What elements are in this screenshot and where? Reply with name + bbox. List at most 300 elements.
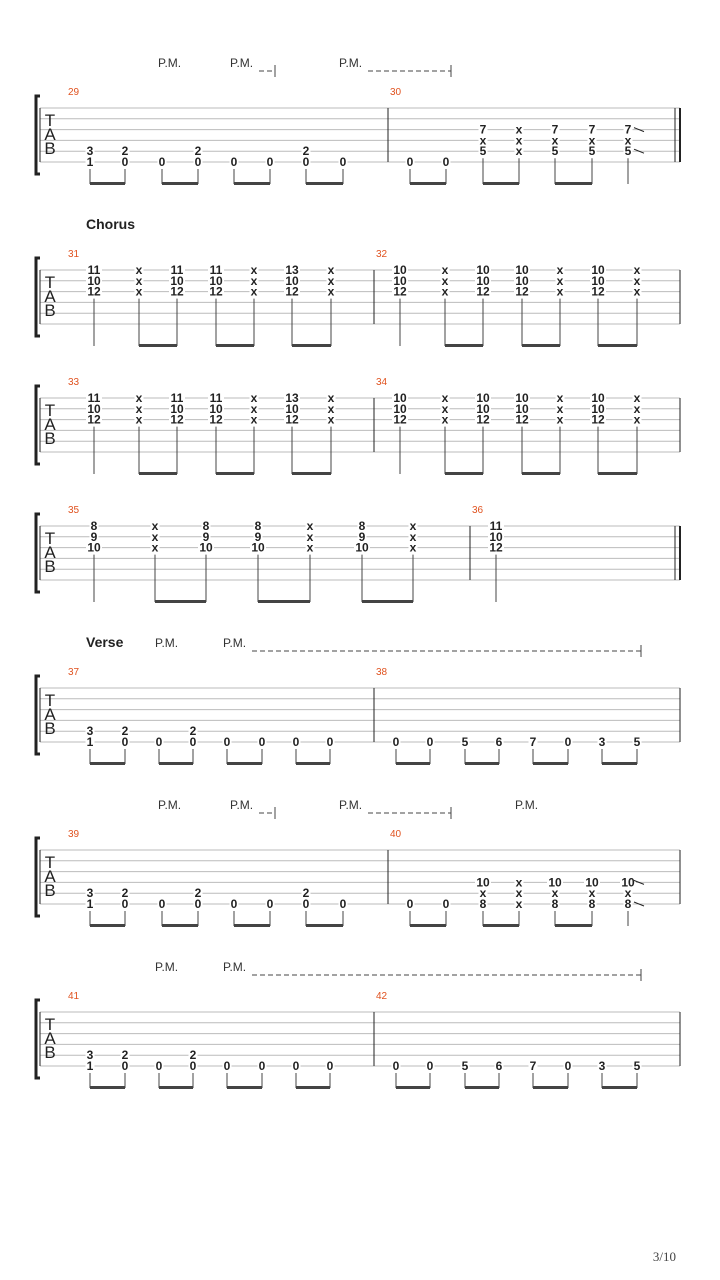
fret-number: x bbox=[151, 519, 159, 533]
fret-number: 12 bbox=[170, 284, 184, 299]
fret-number: 10 bbox=[591, 273, 605, 288]
fret-number: 10 bbox=[489, 529, 503, 544]
fret-number: x bbox=[441, 391, 449, 405]
fret-number: x bbox=[624, 886, 632, 901]
beam bbox=[162, 182, 198, 185]
fret-number: 2 bbox=[194, 886, 202, 901]
fret-number: x bbox=[151, 540, 159, 555]
fret-number: 0 bbox=[392, 735, 400, 749]
fret-number: 7 bbox=[588, 122, 596, 137]
fret-number: 0 bbox=[326, 735, 334, 749]
fret-number: 1 bbox=[86, 897, 94, 911]
fret-number: 5 bbox=[633, 735, 641, 749]
fret-number: 6 bbox=[495, 1059, 503, 1073]
fret-number: 10 bbox=[87, 401, 101, 416]
measure-number: 31 bbox=[68, 249, 80, 260]
tab-clef-letter: B bbox=[44, 139, 56, 158]
beam bbox=[465, 762, 499, 765]
fret-number: 9 bbox=[254, 529, 262, 544]
fret-number: x bbox=[633, 263, 641, 277]
tab-clef-letter: T bbox=[44, 529, 56, 548]
beam bbox=[139, 344, 177, 347]
tab-system bbox=[36, 807, 680, 927]
fret-number: 10 bbox=[476, 875, 490, 890]
fret-number: 10 bbox=[355, 540, 369, 555]
fret-number: x bbox=[551, 133, 559, 148]
fret-number: 2 bbox=[302, 144, 310, 159]
page-number: 3/10 bbox=[652, 1249, 676, 1264]
fret-number: 10 bbox=[199, 540, 213, 555]
tab-clef-letter: B bbox=[44, 719, 56, 738]
fret-number: 0 bbox=[230, 155, 238, 169]
fret-number: 12 bbox=[209, 412, 223, 427]
beam bbox=[227, 762, 262, 765]
fret-number: 0 bbox=[564, 1059, 572, 1073]
beam bbox=[296, 762, 330, 765]
fret-number: 11 bbox=[170, 391, 184, 405]
fret-number: 3 bbox=[598, 735, 606, 749]
tab-clef-letter: T bbox=[44, 691, 56, 710]
beam bbox=[227, 1086, 262, 1089]
fret-number: x bbox=[306, 529, 314, 544]
tab-system bbox=[36, 969, 680, 1089]
fret-number: x bbox=[151, 529, 159, 544]
fret-number: 10 bbox=[393, 391, 407, 405]
fret-number: 10 bbox=[476, 273, 490, 288]
fret-number: x bbox=[556, 284, 564, 299]
section-label: Chorus bbox=[86, 216, 135, 232]
fret-number: x bbox=[327, 391, 335, 405]
fret-number: x bbox=[441, 412, 449, 427]
fret-number: x bbox=[556, 412, 564, 427]
system-bracket bbox=[36, 96, 40, 174]
fret-number: 12 bbox=[476, 284, 490, 299]
fret-number: 10 bbox=[393, 401, 407, 416]
fret-number: 2 bbox=[121, 886, 129, 901]
fret-number: 0 bbox=[155, 1059, 163, 1073]
measure-number: 36 bbox=[472, 505, 484, 516]
beam bbox=[410, 182, 446, 185]
fret-number: x bbox=[479, 886, 487, 901]
beam bbox=[306, 924, 343, 927]
fret-number: x bbox=[306, 540, 314, 555]
fret-number: 2 bbox=[189, 1048, 197, 1063]
palm-mute-label: P.M. bbox=[158, 56, 182, 70]
beam bbox=[602, 762, 637, 765]
fret-number: x bbox=[327, 401, 335, 416]
fret-number: 12 bbox=[515, 284, 529, 299]
beam bbox=[533, 1086, 568, 1089]
beam bbox=[90, 762, 125, 765]
fret-number: 7 bbox=[529, 1059, 537, 1073]
fret-number: 1 bbox=[86, 735, 94, 749]
fret-number: 6 bbox=[495, 735, 503, 749]
tab-system bbox=[36, 645, 680, 765]
fret-number: 0 bbox=[266, 155, 274, 169]
fret-number: x bbox=[515, 133, 523, 148]
fret-number: x bbox=[556, 273, 564, 288]
beam bbox=[162, 924, 198, 927]
fret-number: 10 bbox=[209, 401, 223, 416]
measure-number: 41 bbox=[68, 991, 80, 1002]
tab-clef-letter: B bbox=[44, 301, 56, 320]
fret-number: 2 bbox=[194, 144, 202, 159]
fret-number: x bbox=[633, 401, 641, 416]
fret-number: 0 bbox=[223, 735, 231, 749]
fret-number: x bbox=[515, 897, 523, 911]
measure-number: 42 bbox=[376, 991, 388, 1002]
fret-number: 0 bbox=[426, 735, 434, 749]
beam bbox=[159, 762, 193, 765]
beam bbox=[296, 1086, 330, 1089]
beam bbox=[533, 762, 568, 765]
fret-number: 8 bbox=[358, 519, 366, 533]
fret-number: x bbox=[441, 284, 449, 299]
beam bbox=[396, 1086, 430, 1089]
fret-number: x bbox=[515, 886, 523, 901]
tab-clef-letter: T bbox=[44, 273, 56, 292]
fret-number: 10 bbox=[251, 540, 265, 555]
fret-number: x bbox=[556, 391, 564, 405]
beam bbox=[598, 344, 637, 347]
fret-number: 12 bbox=[87, 284, 101, 299]
palm-mute-label: P.M. bbox=[223, 960, 247, 974]
fret-number: 10 bbox=[548, 875, 562, 890]
fret-number: 2 bbox=[121, 724, 129, 739]
tab-clef-letter: A bbox=[44, 415, 56, 434]
fret-number: 3 bbox=[598, 1059, 606, 1073]
fret-number: 3 bbox=[86, 724, 94, 739]
fret-number: 10 bbox=[476, 263, 490, 277]
fret-number: 10 bbox=[515, 401, 529, 416]
beam bbox=[445, 472, 483, 475]
fret-number: x bbox=[250, 263, 258, 277]
fret-number: 0 bbox=[258, 735, 266, 749]
fret-number: 10 bbox=[621, 875, 635, 890]
fret-number: 8 bbox=[588, 897, 596, 911]
fret-number: 11 bbox=[209, 263, 223, 277]
fret-number: 0 bbox=[158, 155, 166, 169]
fret-number: 0 bbox=[223, 1059, 231, 1073]
fret-number: x bbox=[633, 391, 641, 405]
fret-number: 9 bbox=[202, 529, 210, 544]
fret-number: x bbox=[551, 886, 559, 901]
fret-number: 10 bbox=[285, 273, 299, 288]
fret-number: 0 bbox=[442, 897, 450, 911]
beam bbox=[216, 472, 254, 475]
fret-number: x bbox=[515, 144, 523, 159]
fret-number: x bbox=[135, 401, 143, 416]
fret-number: 9 bbox=[358, 529, 366, 544]
fret-number: 3 bbox=[86, 1048, 94, 1063]
fret-number: 10 bbox=[87, 540, 101, 555]
fret-number: 0 bbox=[564, 735, 572, 749]
fret-number: 1 bbox=[86, 155, 94, 169]
fret-number: 12 bbox=[285, 284, 299, 299]
fret-number: 10 bbox=[585, 875, 599, 890]
measure-number: 39 bbox=[68, 829, 80, 840]
fret-number: 1 bbox=[86, 1059, 94, 1073]
fret-number: x bbox=[135, 284, 143, 299]
fret-number: 0 bbox=[292, 735, 300, 749]
fret-number: x bbox=[135, 391, 143, 405]
beam bbox=[292, 472, 331, 475]
fret-number: 10 bbox=[285, 401, 299, 416]
system-bracket bbox=[36, 838, 40, 916]
fret-number: 12 bbox=[285, 412, 299, 427]
fret-number: x bbox=[515, 875, 523, 890]
measure-number: 33 bbox=[68, 377, 80, 388]
fret-number: 0 bbox=[189, 735, 197, 749]
tab-clef-letter: A bbox=[44, 867, 56, 886]
fret-number: 10 bbox=[476, 401, 490, 416]
fret-number: 10 bbox=[170, 401, 184, 416]
fret-number: 2 bbox=[121, 1048, 129, 1063]
tab-clef-letter: B bbox=[44, 557, 56, 576]
fret-number: 10 bbox=[591, 263, 605, 277]
tab-clef-letter: B bbox=[44, 429, 56, 448]
system-bracket bbox=[36, 514, 40, 592]
fret-number: 7 bbox=[551, 122, 559, 137]
fret-number: x bbox=[633, 273, 641, 288]
fret-number: 10 bbox=[170, 273, 184, 288]
beam bbox=[155, 600, 206, 603]
beam bbox=[522, 344, 560, 347]
fret-number: 0 bbox=[158, 897, 166, 911]
fret-number: 8 bbox=[254, 519, 262, 533]
beam bbox=[555, 924, 592, 927]
palm-mute-label: P.M. bbox=[339, 798, 363, 812]
beam bbox=[362, 600, 413, 603]
fret-number: 10 bbox=[591, 391, 605, 405]
fret-number: 10 bbox=[515, 273, 529, 288]
beam bbox=[522, 472, 560, 475]
beam bbox=[216, 344, 254, 347]
tab-clef-letter: T bbox=[44, 111, 56, 130]
fret-number: 0 bbox=[426, 1059, 434, 1073]
tab-clef-letter: A bbox=[44, 287, 56, 306]
fret-number: 0 bbox=[194, 155, 202, 169]
fret-number: x bbox=[441, 263, 449, 277]
fret-number: 10 bbox=[393, 273, 407, 288]
fret-number: x bbox=[135, 263, 143, 277]
beam bbox=[306, 182, 343, 185]
fret-number: x bbox=[250, 412, 258, 427]
fret-number: x bbox=[588, 133, 596, 148]
fret-number: 10 bbox=[591, 401, 605, 416]
fret-number: x bbox=[327, 273, 335, 288]
fret-number: 0 bbox=[194, 897, 202, 911]
measure-number: 35 bbox=[68, 505, 80, 516]
fret-number: 0 bbox=[230, 897, 238, 911]
beam bbox=[465, 1086, 499, 1089]
beam bbox=[602, 1086, 637, 1089]
fret-number: 12 bbox=[515, 412, 529, 427]
fret-number: 9 bbox=[90, 529, 98, 544]
fret-number: x bbox=[250, 284, 258, 299]
fret-number: 0 bbox=[155, 735, 163, 749]
fret-number: 10 bbox=[515, 263, 529, 277]
fret-number: 0 bbox=[292, 1059, 300, 1073]
fret-number: 0 bbox=[121, 1059, 129, 1073]
fret-number: 7 bbox=[529, 735, 537, 749]
fret-number: x bbox=[633, 284, 641, 299]
fret-number: 11 bbox=[170, 263, 184, 277]
fret-number: x bbox=[327, 284, 335, 299]
fret-number: 5 bbox=[461, 1059, 469, 1073]
beam bbox=[292, 344, 331, 347]
fret-number: x bbox=[306, 519, 314, 533]
fret-number: 0 bbox=[339, 897, 347, 911]
fret-number: 10 bbox=[87, 273, 101, 288]
tab-clef-letter: A bbox=[44, 1029, 56, 1048]
beam bbox=[234, 182, 270, 185]
measure-number: 30 bbox=[390, 87, 402, 98]
tab-clef-letter: A bbox=[44, 705, 56, 724]
fret-number: 0 bbox=[406, 897, 414, 911]
fret-number: 12 bbox=[591, 412, 605, 427]
fret-number: x bbox=[556, 263, 564, 277]
beam bbox=[410, 924, 446, 927]
beam bbox=[258, 600, 310, 603]
fret-number: 7 bbox=[479, 122, 487, 137]
tab-clef-letter: T bbox=[44, 401, 56, 420]
fret-number: 12 bbox=[591, 284, 605, 299]
fret-number: 0 bbox=[121, 897, 129, 911]
system-bracket bbox=[36, 386, 40, 464]
beam bbox=[234, 924, 270, 927]
fret-number: 3 bbox=[86, 886, 94, 901]
fret-number: 5 bbox=[588, 144, 596, 159]
fret-number: 11 bbox=[209, 391, 223, 405]
fret-number: 3 bbox=[86, 144, 94, 159]
fret-number: 0 bbox=[302, 155, 310, 169]
palm-mute-label: P.M. bbox=[223, 636, 247, 650]
fret-number: x bbox=[441, 273, 449, 288]
measure-number: 38 bbox=[376, 667, 388, 678]
beam bbox=[159, 1086, 193, 1089]
fret-number: 2 bbox=[121, 144, 129, 159]
fret-number: x bbox=[588, 886, 596, 901]
fret-number: 0 bbox=[258, 1059, 266, 1073]
beam bbox=[90, 1086, 125, 1089]
fret-number: x bbox=[633, 412, 641, 427]
fret-number: x bbox=[250, 401, 258, 416]
beam bbox=[555, 182, 592, 185]
measure-number: 29 bbox=[68, 87, 80, 98]
fret-number: 0 bbox=[121, 735, 129, 749]
fret-number: 0 bbox=[121, 155, 129, 169]
fret-number: 12 bbox=[209, 284, 223, 299]
fret-number: 2 bbox=[302, 886, 310, 901]
fret-number: 7 bbox=[624, 122, 632, 137]
fret-number: x bbox=[327, 263, 335, 277]
beam bbox=[483, 924, 519, 927]
fret-number: 5 bbox=[461, 735, 469, 749]
fret-number: 5 bbox=[624, 144, 632, 159]
fret-number: 2 bbox=[189, 724, 197, 739]
tab-clef-letter: T bbox=[44, 853, 56, 872]
tab-system bbox=[36, 258, 680, 347]
beam bbox=[90, 924, 125, 927]
fret-number: 8 bbox=[90, 519, 98, 533]
fret-number: 10 bbox=[476, 391, 490, 405]
fret-number: 8 bbox=[202, 519, 210, 533]
fret-number: 5 bbox=[551, 144, 559, 159]
palm-mute-label: P.M. bbox=[230, 798, 254, 812]
fret-number: 0 bbox=[442, 155, 450, 169]
measure-number: 40 bbox=[390, 829, 402, 840]
fret-number: 12 bbox=[489, 540, 503, 555]
beam bbox=[139, 472, 177, 475]
fret-number: x bbox=[441, 401, 449, 416]
palm-mute-label: P.M. bbox=[155, 960, 179, 974]
tab-clef-letter: T bbox=[44, 1015, 56, 1034]
fret-number: x bbox=[624, 133, 632, 148]
fret-number: 12 bbox=[87, 412, 101, 427]
palm-mute-label: P.M. bbox=[339, 56, 363, 70]
fret-number: x bbox=[135, 412, 143, 427]
measure-number: 34 bbox=[376, 377, 388, 388]
beam bbox=[598, 472, 637, 475]
tab-clef-letter: B bbox=[44, 1043, 56, 1062]
fret-number: 10 bbox=[209, 273, 223, 288]
fret-number: 10 bbox=[515, 391, 529, 405]
section-label: Verse bbox=[86, 634, 124, 650]
measure-number: 32 bbox=[376, 249, 388, 260]
fret-number: 0 bbox=[326, 1059, 334, 1073]
beam bbox=[445, 344, 483, 347]
fret-number: 12 bbox=[476, 412, 490, 427]
fret-number: x bbox=[135, 273, 143, 288]
beam bbox=[483, 182, 519, 185]
fret-number: x bbox=[556, 401, 564, 416]
fret-number: 8 bbox=[624, 897, 632, 911]
fret-number: 0 bbox=[302, 897, 310, 911]
system-bracket bbox=[36, 676, 40, 754]
fret-number: 8 bbox=[551, 897, 559, 911]
fret-number: 0 bbox=[266, 897, 274, 911]
palm-mute-label: P.M. bbox=[230, 56, 254, 70]
palm-mute-label: P.M. bbox=[155, 636, 179, 650]
fret-number: 13 bbox=[285, 263, 299, 277]
tab-clef-letter: B bbox=[44, 881, 56, 900]
fret-number: x bbox=[327, 412, 335, 427]
measure-number: 37 bbox=[68, 667, 80, 678]
beam bbox=[396, 762, 430, 765]
fret-number: 5 bbox=[633, 1059, 641, 1073]
tab-clef-letter: A bbox=[44, 125, 56, 144]
fret-number: x bbox=[479, 133, 487, 148]
palm-mute-label: P.M. bbox=[515, 798, 539, 812]
fret-number: x bbox=[515, 122, 523, 137]
fret-number: 12 bbox=[170, 412, 184, 427]
fret-number: 0 bbox=[406, 155, 414, 169]
fret-number: 11 bbox=[489, 519, 503, 533]
tab-system bbox=[36, 65, 680, 185]
system-bracket bbox=[36, 258, 40, 336]
palm-mute-label: P.M. bbox=[158, 798, 182, 812]
fret-number: 12 bbox=[393, 412, 407, 427]
fret-number: x bbox=[250, 273, 258, 288]
fret-number: 5 bbox=[479, 144, 487, 159]
fret-number: 13 bbox=[285, 391, 299, 405]
fret-number: 11 bbox=[87, 391, 101, 405]
beam bbox=[90, 182, 125, 185]
fret-number: 11 bbox=[87, 263, 101, 277]
tab-system bbox=[36, 386, 680, 475]
fret-number: 0 bbox=[392, 1059, 400, 1073]
